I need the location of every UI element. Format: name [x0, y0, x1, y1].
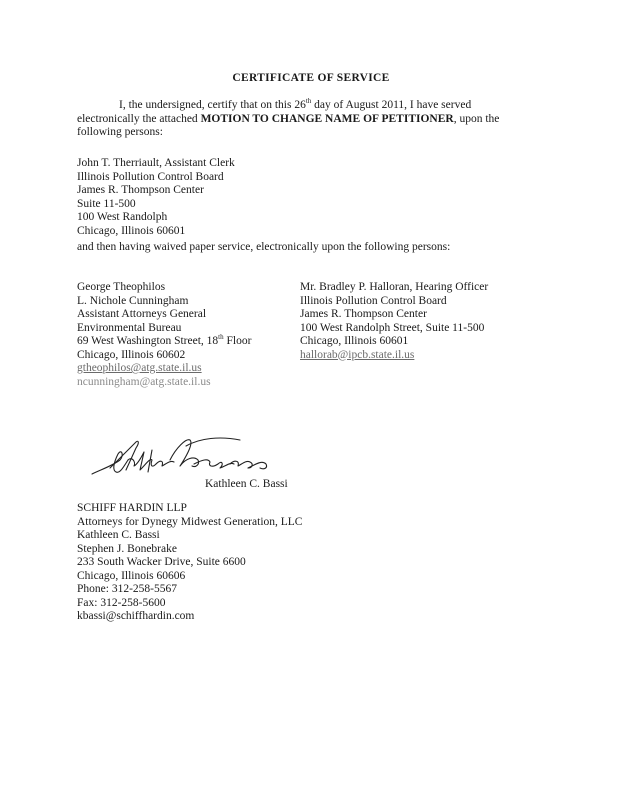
address-line: 69 West Washington Street, 18th Floor [77, 333, 252, 347]
document-title: CERTIFICATE OF SERVICE [232, 72, 390, 84]
signatory-name: Kathleen C. Bassi [205, 478, 288, 490]
phone-number: Phone: 312-258-5567 [77, 583, 177, 595]
address-line: Illinois Pollution Control Board [300, 294, 447, 307]
intro-line-1: I, the undersigned, certify that on this 26th day of August 2011, I have served [119, 97, 472, 111]
address-line: 100 West Randolph [77, 211, 168, 223]
address-line: Chicago, Illinois 60601 [77, 224, 186, 237]
address-line: John T. Therriault, Assistant Clerk [77, 157, 235, 169]
primary-recipient-address [77, 157, 235, 238]
firm-name: SCHIFF HARDIN LLP [77, 502, 187, 514]
right-recipient-address [300, 281, 488, 362]
email-link[interactable]: kbassi@schiffhardin.com [77, 610, 195, 622]
left-recipient-address [77, 281, 251, 389]
firm-line: Chicago, Illinois 60606 [77, 569, 186, 582]
address-line: James R. Thompson Center [77, 184, 204, 196]
email-link[interactable]: hallorab@ipcb.state.il.us [300, 348, 415, 361]
intro-paragraph [77, 99, 537, 140]
address-line: L. Nichole Cunningham [77, 294, 189, 307]
firm-line: Attorneys for Dynegy Midwest Generation, LLC [77, 515, 303, 528]
address-line: George Theophilos [77, 281, 166, 293]
address-line: Environmental Bureau [77, 321, 182, 334]
motion-title: MOTION TO CHANGE NAME OF PETITIONER [200, 112, 454, 125]
address-line: Illinois Pollution Control Board [77, 170, 224, 183]
waived-service-text: and then having waived paper service, electronically upon the following persons: [77, 241, 451, 253]
address-line: Assistant Attorneys General [77, 308, 207, 320]
firm-line: Kathleen C. Bassi [77, 529, 160, 541]
firm-block [77, 502, 302, 624]
intro-line-2: electronically the attached MOTION TO CHANGE NAME OF PETITIONER, upon the [77, 112, 500, 125]
address-line: Suite 11-500 [77, 197, 136, 210]
firm-line: 233 South Wacker Drive, Suite 6600 [77, 556, 246, 568]
email-link[interactable]: gtheophilos@atg.state.il.us [77, 362, 202, 374]
address-line: Chicago, Illinois 60601 [300, 335, 409, 347]
fax-number: Fax: 312-258-5600 [77, 596, 166, 609]
intro-line-3: following persons: [77, 126, 163, 138]
address-line: Mr. Bradley P. Halloran, Hearing Officer [300, 281, 489, 293]
firm-line: Stephen J. Bonebrake [77, 542, 177, 555]
address-line: 100 West Randolph Street, Suite 11-500 [300, 321, 485, 334]
address-line: James R. Thompson Center [300, 308, 427, 320]
email-link[interactable]: ncunningham@atg.state.il.us [77, 375, 211, 388]
address-line: Chicago, Illinois 60602 [77, 348, 186, 361]
